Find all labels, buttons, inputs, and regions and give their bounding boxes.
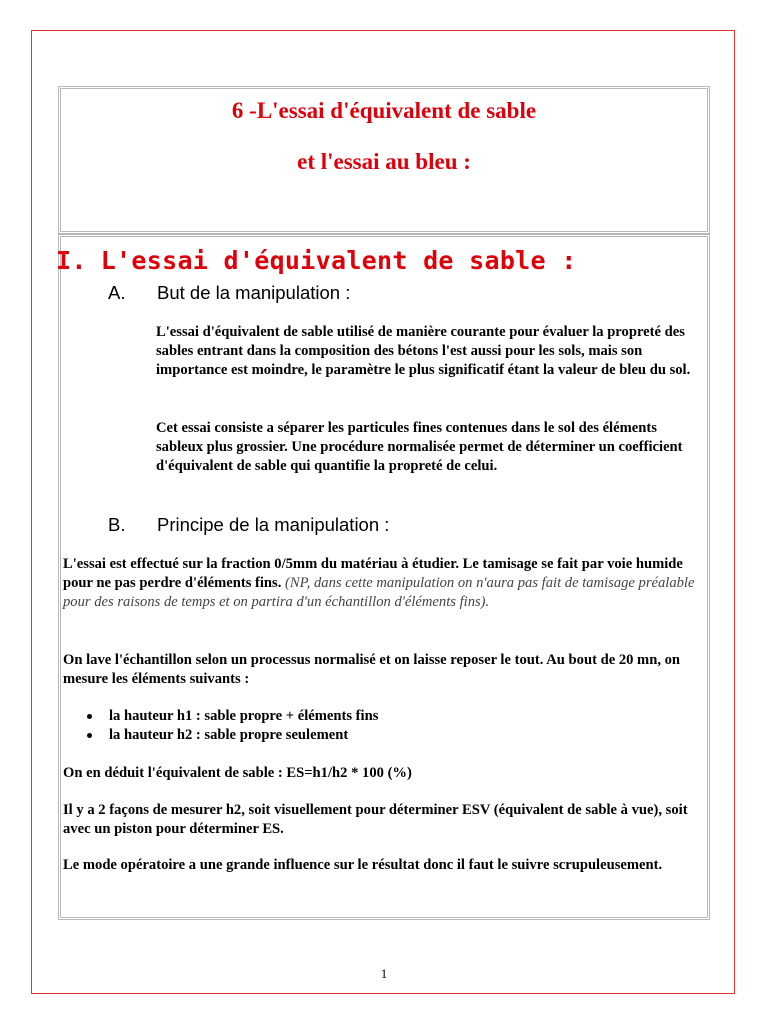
section-heading bbox=[56, 246, 577, 275]
principle-paragraph-1 bbox=[63, 555, 704, 612]
bullet-icon bbox=[87, 714, 92, 719]
list-item-text: la hauteur h2 : sable propre seulement bbox=[109, 727, 349, 743]
page-number: 1 bbox=[380, 966, 388, 981]
list-item-text: la hauteur h1 : sable propre + éléments fins bbox=[109, 708, 379, 724]
principle-paragraph-5: Le mode opératoire a une grande influence sur le résultat donc il faut le suivre scrupuleusement. bbox=[63, 857, 663, 873]
principle-paragraph-1-text: L'essai est effectué sur la fraction 0/5mm du matériau à étudier. Le tamisage se fait par voie humide pour ne pas perdre d'éléments fins. bbox=[63, 556, 683, 591]
formula-paragraph: On en déduit l'équivalent de sable : ES=h1/h2 * 100 (%) bbox=[63, 765, 412, 781]
subsection-a-heading bbox=[108, 282, 350, 304]
purpose-paragraph-1: L'essai d'équivalent de sable utilisé de manière courante pour évaluer la propreté des sables entrant dans la composition des bétons l'est aussi pour les sols, mais son importance est moindre, le paramètre le plus significatif étant la valeur de bleu du sol. bbox=[156, 324, 691, 378]
subsection-b-heading bbox=[108, 514, 389, 536]
subsection-b-letter: B. bbox=[108, 514, 126, 535]
title-box bbox=[58, 86, 710, 234]
list-item bbox=[83, 726, 378, 745]
title-line-2: et l'essai au bleu : bbox=[297, 149, 471, 174]
section-number: I. bbox=[56, 246, 87, 275]
title-line-1: 6 -L'essai d'équivalent de sable bbox=[231, 98, 537, 123]
list-item bbox=[83, 707, 378, 726]
purpose-paragraph-2: Cet essai consiste a séparer les particules fines contenues dans le sol des éléments sableux plus grossier. Une procédure normalisée permet de déterminer un coefficient d'équivalent de sable qui quantifie la propreté de celui. bbox=[156, 420, 683, 474]
principle-paragraph-4: Il y a 2 façons de mesurer h2, soit visuellement pour déterminer ESV (équivalent de sable à vue), soit avec un piston pour déterminer ES. bbox=[63, 802, 688, 837]
subsection-a-letter: A. bbox=[108, 282, 126, 303]
principle-paragraph-2: On lave l'échantillon selon un processus normalisé et on laisse reposer le tout. Au bout de 20 mn, on mesure les éléments suivants : bbox=[63, 652, 681, 687]
principle-note: (NP, dans cette manipulation on n'aura pas fait de tamisage préalable pour des raisons de temps et on partira d'un échantillon d'éléments fins). bbox=[63, 575, 695, 610]
section-title: L'essai d'équivalent de sable : bbox=[100, 246, 577, 275]
subsection-a-title: But de la manipulation : bbox=[157, 282, 351, 303]
bullet-icon bbox=[87, 733, 92, 738]
subsection-b-title: Principe de la manipulation : bbox=[157, 514, 390, 535]
measurement-list bbox=[83, 707, 378, 745]
